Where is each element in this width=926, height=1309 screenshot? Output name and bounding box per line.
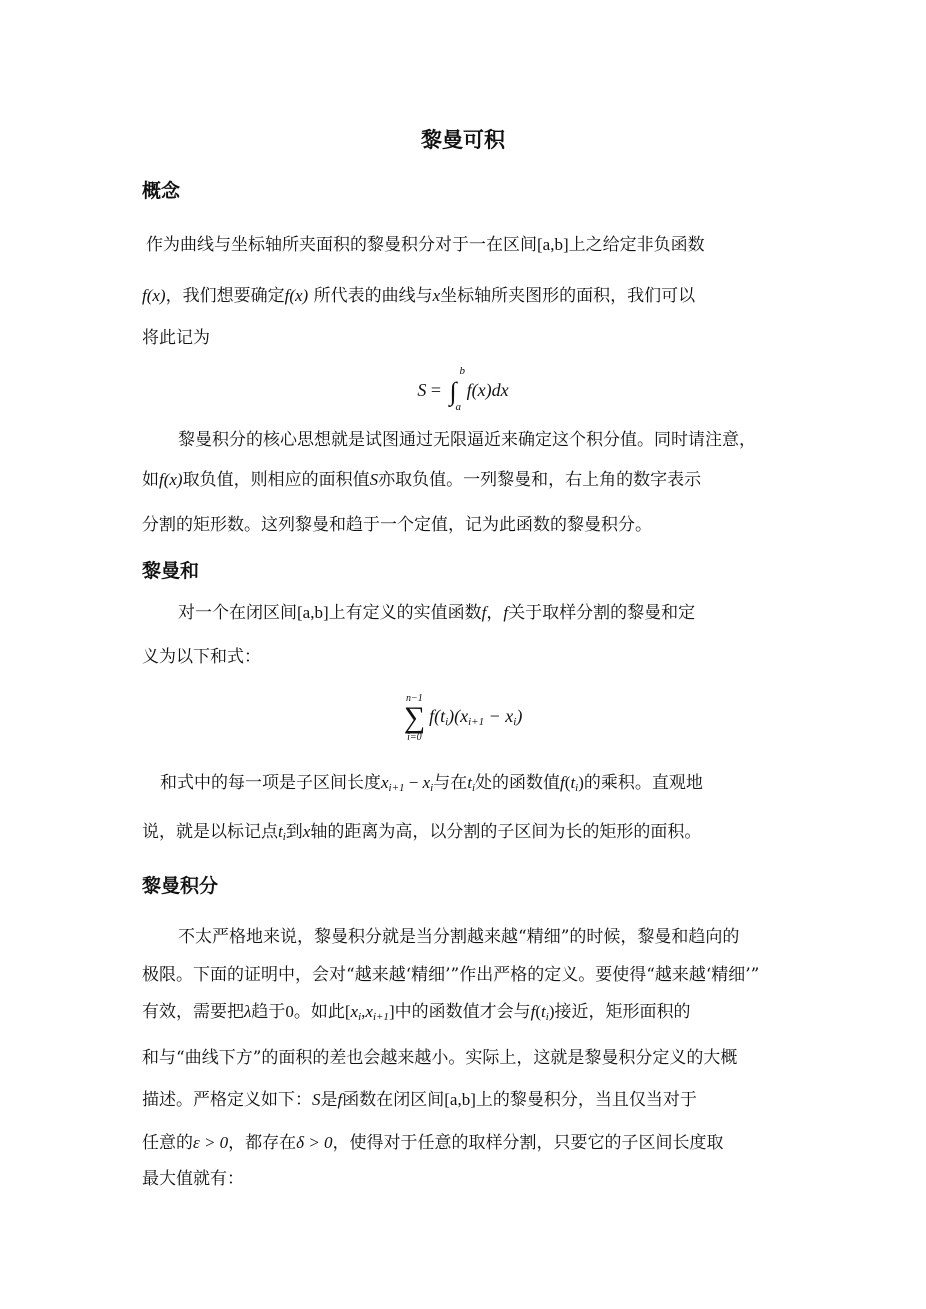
paragraph-line: 极限。下面的证明中，会对“越来越‘精细’”作出严格的定义。要使得“越来越‘精细’” bbox=[142, 965, 760, 985]
paragraph-line: 义为以下和式： bbox=[142, 647, 261, 667]
integral-formula: S = ∫ b a f(x)dx bbox=[417, 365, 509, 413]
paragraph-line: 作为曲线与坐标轴所夹面积的黎曼积分对于一在区间[a,b]上之给定非负函数 bbox=[146, 235, 705, 255]
integral-sign: ∫ b a bbox=[449, 365, 466, 413]
section-heading-concept: 概念 bbox=[142, 180, 181, 202]
page-title: 黎曼可积 bbox=[421, 128, 505, 152]
paragraph-line: 描述。严格定义如下：S是f函数在闭区间[a,b]上的黎曼积分，当且仅当对于 bbox=[142, 1090, 697, 1110]
paragraph-line: 和式中的每一项是子区间长度$x_{i+1} - x_i$与在$t_i$处的函数值$f(t_i)$的乘积。直观地 bbox=[160, 773, 703, 794]
paragraph-line: f(x)，我们想要确定f(x) 所代表的曲线与x坐标轴所夹图形的面积，我们可以 bbox=[142, 286, 696, 306]
section-heading-riemann-integral: 黎曼积分 bbox=[142, 875, 219, 897]
paragraph-line: 说，就是以标记点$t_i$到x轴的距离为高，以分割的子区间为长的矩形的面积。 bbox=[142, 822, 702, 843]
section-heading-riemann-sum: 黎曼和 bbox=[142, 560, 200, 582]
paragraph-line: 不太严格地来说，黎曼积分就是当分割越来越“精细”的时候，黎曼和趋向的 bbox=[178, 927, 740, 947]
paragraph-line: 和与“曲线下方”的面积的差也会越来越小。实际上，这就是黎曼积分定义的大概 bbox=[142, 1048, 738, 1068]
paragraph-line: 黎曼积分的核心思想就是试图通过无限逼近来确定这个积分值。同时请注意， bbox=[178, 430, 756, 450]
paragraph-line: 如f(x)取负值，则相应的面积值S亦取负值。一列黎曼和，右上角的数字表示 bbox=[142, 470, 702, 490]
paragraph-line: 最大值就有： bbox=[142, 1169, 244, 1189]
sum-sign: n−1 ∑ i=0 bbox=[403, 693, 426, 743]
paragraph-line: 分割的矩形数。这列黎曼和趋于一个定值，记为此函数的黎曼积分。 bbox=[142, 515, 652, 535]
riemann-sum-formula: n−1 ∑ i=0 $f(t_i)(x_{i+1} - x_i)$ bbox=[403, 693, 523, 743]
paragraph-line: 对一个在闭区间[a,b]上有定义的实值函数f，f关于取样分割的黎曼和定 bbox=[178, 603, 696, 623]
paragraph-line: 任意的ε > 0，都存在δ > 0，使得对于任意的取样分割，只要它的子区间长度取 bbox=[142, 1133, 724, 1153]
paragraph-line: 将此记为 bbox=[142, 328, 210, 348]
paragraph-line: 有效，需要把λ趋于0。如此$[x_i,x_{i+1}]$中的函数值才会与$f(t_i)$接近，矩形面积的 bbox=[142, 1002, 691, 1023]
